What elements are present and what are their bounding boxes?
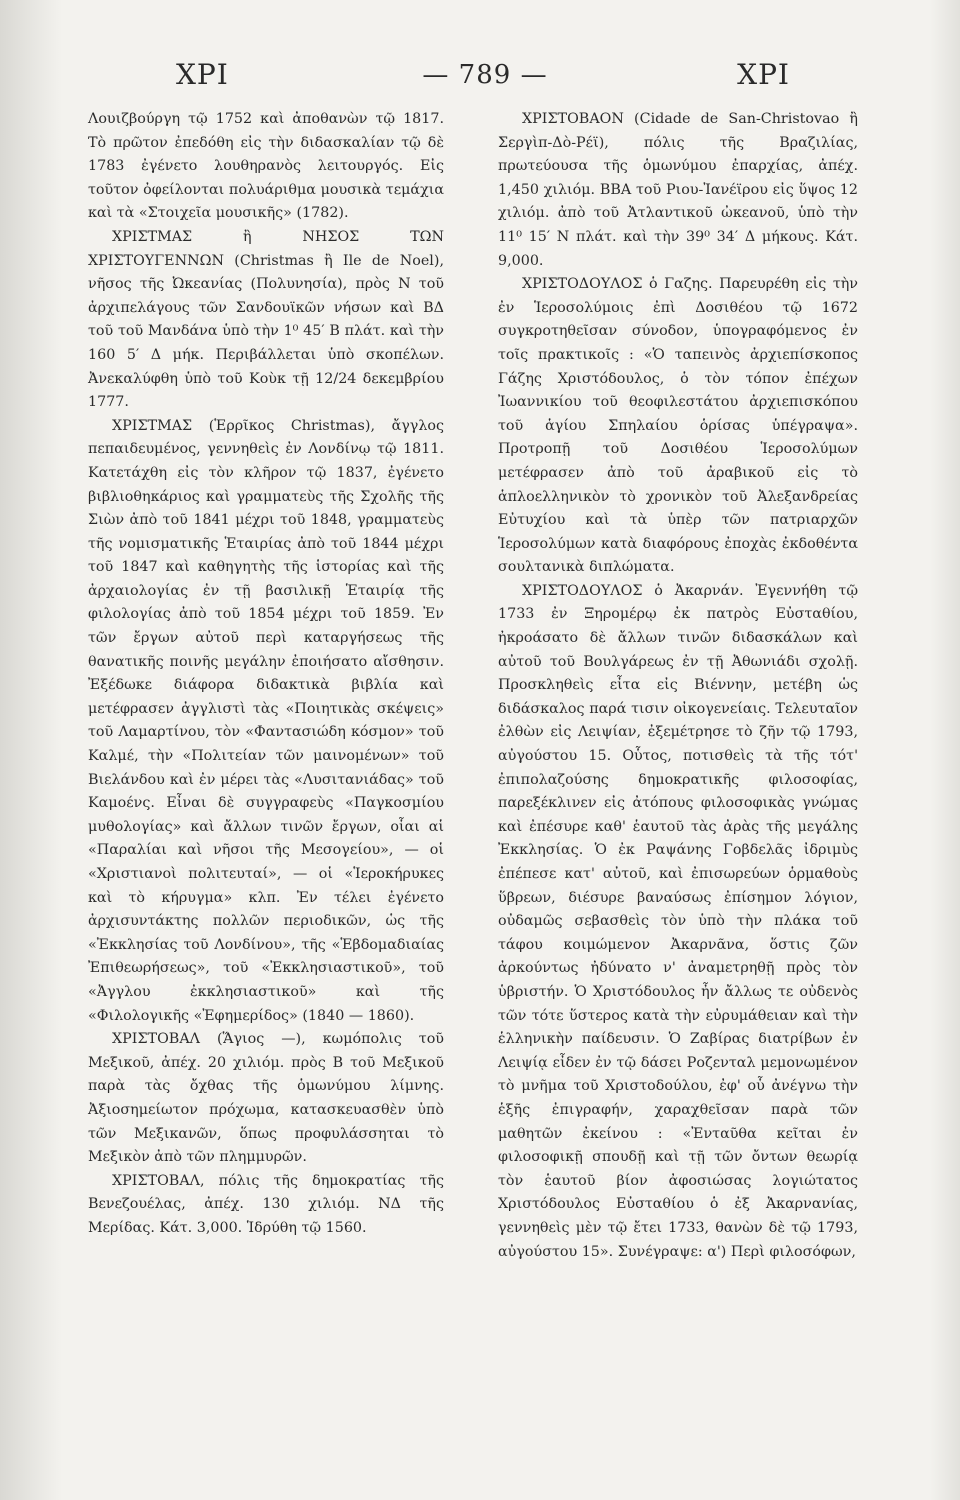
left-column <box>88 108 444 1241</box>
entry-christmas-island: ΧΡΙΣΤΜΑΣ ἢ ΝΗΣΟΣ ΤΩΝ ΧΡΙΣΤΟΥΓΕΝΝΩΝ (Christmas ἢ Ile de Noel), νῆσος τῆς Ὠκεανίας (Πολυνησία), πρὸς Ν τοῦ ἀρχιπελάγους τῶν Σανδουϊκῶν νήσων καὶ ΒΔ τοῦ τοῦ Μανδάνα ὑπὸ τὴν 1⁰ 45′ Β πλάτ. καὶ τὴν 160 5′ Δ μήκ. Περιβάλλεται ὑπὸ σκοπέλων. Ἀνεκαλύφθη ὑπὸ τοῦ Κοὺκ τῇ 12/24 δεκεμβρίου 1777. <box>88 228 444 411</box>
page-edge-shadow <box>930 0 960 1500</box>
entry-christodoulos-gazis: ΧΡΙΣΤΟΔΟΥΛΟΣ ὁ Γαζης. Παρευρέθη εἰς τὴν ἐν Ἱεροσολύμοις ἐπὶ Δοσιθέου τῷ 1672 συγκροτηθεῖσαν σύνοδον, ὑπογραφόμενος ἐν τοῖς πρακτικοῖς : «Ὁ ταπεινὸς ἀρχιεπίσκοπος Γάζης Χριστόδουλος, ὁ τὸν τόπον ἐπέχων Ἰωαννικίου τοῦ θεοφιλεστάτου ἀρχιεπισκόπου τοῦ ἁγίου Σπηλαίου ὁρίσας ὑπέγραψα». Προτροπῇ τοῦ Δοσιθέου Ἱεροσολύμων μετέφρασεν ἀπὸ τοῦ ἀραβικοῦ εἰς τὸ ἁπλοελληνικὸν τὸ χρονικὸν τοῦ Ἀλεξανδρείας Εὐτυχίου καὶ τὰ ὑπὲρ τῶν πατριαρχῶν Ἱεροσολύμων κατὰ διαφόρους ἐποχὰς ἐκδοθέντα σουλτανικὰ διπλώματα. <box>498 276 858 576</box>
page-gutter-shadow <box>0 0 62 1500</box>
entry-christobal-venezuela: ΧΡΙΣΤΟΒΑΛ, πόλις τῆς δημοκρατίας τῆς Βενεζουέλας, ἀπέχ. 130 χιλιόμ. ΝΔ τῆς Μερίδας. Κάτ. 3,000. Ἱδρύθη τῷ 1560. <box>88 1172 444 1236</box>
entry-christodoulos-akarnan: ΧΡΙΣΤΟΔΟΥΛΟΣ ὁ Ἀκαρνάν. Ἐγεννήθη τῷ 1733 ἐν Ξηρομέρῳ ἐκ πατρὸς Εὐσταθίου, ἠκροάσατο δὲ ἄλλων τινῶν διδασκάλων καὶ αὐτοῦ τοῦ Βουλγάρεως ἐν τῇ Ἀθωνιάδι σχολῇ. Προσκληθεὶς εἶτα εἰς Βιέννην, μετέβη ὡς διδάσκαλος παρά τισιν οἰκογενείαις. Τελευταῖον ἐλθὼν εἰς Λειψίαν, ἐξεμέτρησε τὸ ζῆν τῷ 1793, αὐγούστου 15. Οὗτος, ποτισθεὶς τὰ τῆς τότ' ἐπιπολαζούσης δημοκρατικῆς φιλοσοφίας, παρεξέκλινεν εἰς ἀτόπους φιλοσοφικὰς γνώμας καὶ ἐπέσυρε καθ' ἑαυτοῦ τὰς ἀρὰς τῆς μεγάλης Ἐκκλησίας. Ὁ ἐκ Ραψάνης Γοβδελᾶς ἰδριμὺς ἐπέπεσε κατ' αὐτοῦ, καὶ ἐπισωρεύων ὁρμαθοὺς ὕβρεων, διέσυρε βαναύσως ἐπίσημον λόγιον, οὐδαμῶς σεβασθεὶς τὸν ὑπὸ τὴν πλάκα τοῦ τάφου κοιμώμενον Ἀκαρνᾶνα, ὅστις ζῶν ἀρκούντως ἠδύνατο ν' ἀναμετρηθῇ πρὸς τὸν ὑβριστήν. Ὁ Χριστόδουλος ἦν ἄλλως τε οὐδενὸς τῶν τότε ὕστερος κατὰ τὴν εὐρυμάθειαν καὶ τὴν ἑλληνικὴν παίδευσιν. Ὁ Ζαβίρας διατρίβων ἐν Λειψίᾳ εἶδεν ἐν τῷ δάσει Ροζενταλ μεμονωμένον τὸ μνῆμα τοῦ Χριστοδούλου, ἐφ' οὗ ἀνέγνω τὴν ἑξῆς ἐπιγραφήν, χαραχθεῖσαν παρὰ τῶν μαθητῶν ἐκείνου : «Ἐνταῦθα κεῖται ἐν φιλοσοφικῇ σπουδῇ καὶ τῇ τῶν ὄντων θεωρίᾳ τὸν ἑαυτοῦ βίον ἀφοσιώσας λογιώτατος Χριστόδουλος Εὐσταθίου ὁ ἐξ Ἀκαρνανίας, γεννηθεὶς μὲν τῷ ἔτει 1733, θανὼν δὲ τῷ 1793, αὐγούστου 15». Συνέγραψε: α') Περὶ φιλοσόφων, <box>498 582 858 1260</box>
entry-continuation: Λουιζβούργη τῷ 1752 καὶ ἀποθανὼν τῷ 1817. Τὸ πρῶτον ἐπεδόθη εἰς τὴν διδασκαλίαν τῷ δὲ 1783 ἐγένετο λουθηρανὸς λειτουργός. Εἰς τοῦτον ὀφείλονται πολυάριθμα μουσικὰ τεμάχια καὶ τὰ «Στοιχεῖα μουσικῆς» (1782). <box>88 111 444 222</box>
running-header <box>80 58 890 98</box>
header-left-guideword: ΧΡΙ <box>176 58 229 91</box>
entry-christovao: ΧΡΙΣΤΟΒΑΟΝ (Cidade de San-Christovao ἢ Σεργὶπ-Δὸ-Ρέϊ), πόλις τῆς Βραζιλίας, πρωτεύουσα τῆς ὁμωνύμου ἐπαρχίας, ἀπέχ. 1,450 χιλιόμ. ΒΒΑ τοῦ Ριου-Ἰανέϊρου εἰς ὕψος 12 χιλιόμ. ἀπὸ τοῦ Ἀτλαντικοῦ ὠκεανοῦ, ὑπὸ τὴν 11⁰ 15′ Ν πλάτ. καὶ τὴν 39⁰ 34′ Δ μήκους. Κάτ. 9,000. <box>498 111 858 269</box>
right-column <box>498 108 858 1264</box>
page-number: — 789 — <box>422 60 548 90</box>
entry-christobal-mexico: ΧΡΙΣΤΟΒΑΛ (Ἅγιος —), κωμόπολις τοῦ Μεξικοῦ, ἀπέχ. 20 χιλιόμ. πρὸς Β τοῦ Μεξικοῦ παρὰ τὰς ὄχθας τῆς ὁμωνύμου λίμνης. Ἀξιοσημείωτον πρόχωμα, κατασκευασθὲν ὑπὸ τῶν Μεξικανῶν, ὅπως προφυλάσσηται τὸ Μεξικὸν ἀπὸ τῶν πλημμυρῶν. <box>88 1031 444 1166</box>
header-right-guideword: ΧΡΙ <box>737 58 790 91</box>
entry-christmas-henry: ΧΡΙΣΤΜΑΣ (Ἑρρῖκος Christmas), ἄγγλος πεπαιδευμένος, γεννηθεὶς ἐν Λονδίνῳ τῷ 1811. Κατετάχθη εἰς τὸν κλῆρον τῷ 1837, ἐγένετο βιβλιοθηκάριος καὶ γραμματεὺς τῆς Σχολῆς τῆς Σιὼν ἀπὸ τοῦ 1841 μέχρι τοῦ 1848, γραμματεὺς τῆς νομισματικῆς Ἑταιρίας ἀπὸ τοῦ 1844 μέχρι τοῦ 1847 καὶ καθηγητὴς τῆς ἱστορίας καὶ τῆς ἀρχαιολογίας ἐν τῇ βασιλικῇ Ἑταιρίᾳ τῆς φιλολογίας ἀπὸ τοῦ 1854 μέχρι τοῦ 1859. Ἐν τῶν ἔργων αὐτοῦ περὶ καταργήσεως τῆς θανατικῆς ποινῆς μεγάλην ἐποιήσατο αἴσθησιν. Ἐξέδωκε διάφορα διδακτικὰ βιβλία καὶ μετέφρασεν ἀγγλιστὶ τὰς «Ποιητικὰς σκέψεις» τοῦ Λαμαρτίνου, τὸν «Φαντασιώδη κόσμον» τοῦ Καλμέ, τὴν «Πολιτείαν τῶν μαινομένων» τοῦ Βιελάνδου καὶ ἐν μέρει τὰς «Λυσιτανιάδας» τοῦ Καμοένς. Εἶναι δὲ συγγραφεὺς «Παγκοσμίου μυθολογίας» καὶ ἄλλων τινῶν ἔργων, οἷαι αἱ «Παραλίαι καὶ νῆσοι τῆς Μεσογείου», — οἱ «Χριστιανοὶ πολιτευταί», — οἱ «Ἱεροκήρυκες καὶ τὸ κήρυγμα» κλπ. Ἐν τέλει ἐγένετο ἀρχισυντάκτης πολλῶν περιοδικῶν, ὡς τῆς «Ἐκκλησίας τοῦ Λονδίνου», τῆς «Ἑβδομαδιαίας Ἐπιθεωρήσεως», τοῦ «Ἐκκλησιαστικοῦ», τοῦ «Ἀγγλου ἐκκλησιαστικοῦ» καὶ τῆς «Φιλολογικῆς «Ἐφημερίδος» (1840 — 1860). <box>88 417 444 1024</box>
